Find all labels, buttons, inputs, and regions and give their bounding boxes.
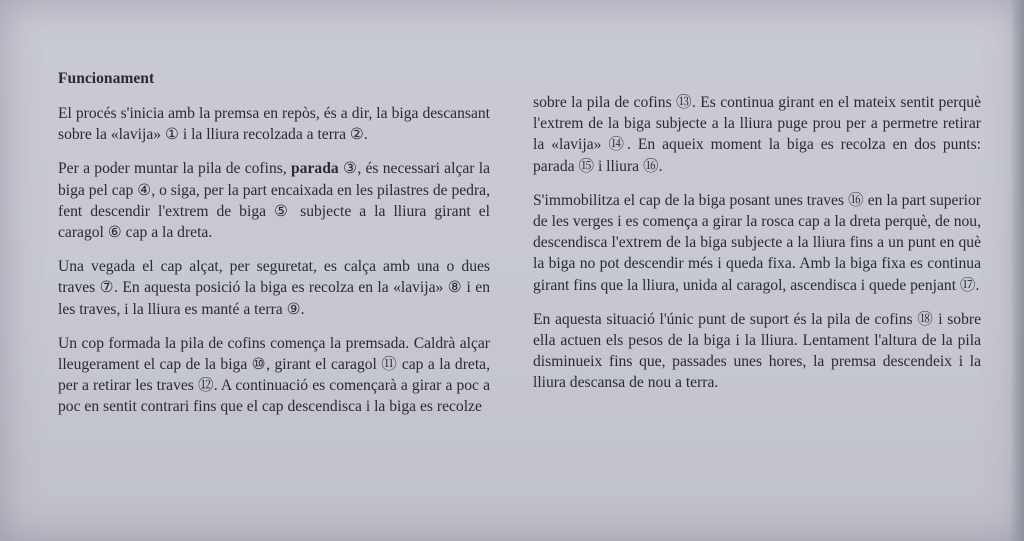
paragraph: El procés s'inicia amb la premsa en repòs, és a dir, la biga descansant sobre la «lavija» ① i la lliura recolzada a terra ②. [58,105,490,144]
paragraph: Un cop formada la pila de cofins comença la premsada. Caldrà alçar lleugerament el cap de la biga ⑩, girant el caragol ⑪ cap a la dreta, per a retirar les traves ⑫. A continuació es començarà a girar a poc a poc en sentit contrari fins que el cap descendisca i la biga es recolze [58,334,490,416]
section-heading: Funcionament [58,70,155,87]
paragraph-text: Per a poder muntar la pila de cofins, [58,160,291,178]
paragraph: sobre la pila de cofins ⑬. Es continua girant en el mateix sentit perquè l'extrem de la biga subjecte a la lliura puge prou per a permetre retirar la «lavija» ⑭. En aqueix moment la biga es recolza en dos punts: parada ⑮ i lliura ⑯. [533,94,981,175]
paragraph [58,158,490,243]
panel-edge-shadow [1010,0,1024,541]
left-column [58,68,490,431]
paragraph: S'immobilitza el cap de la biga posant unes traves ⑯ en la part superior de les verges i es comença a girar la rosca cap a la dreta perquè, de nou, descendisca l'extrem de la biga subjecte a la lliura fins a un punt en què la biga no pot descendir més i queda fixa. Amb la biga fixa es continua girant fins que la lliura, unida al caragol, ascendisca i quede penjant ⑰. [533,191,981,294]
paragraph: En aquesta situació l'únic punt de suport és la pila de cofins ⑱ i sobre ella actuen els pesos de la biga i la lliura. Lentament l'altura de la pila disminueix fins que, passades unes hores, la premsa descendeix i la lliura descansa de nou a terra. [533,310,981,392]
paragraph: Una vegada el cap alçat, per seguretat, es calça amb una o dues traves ⑦. En aquesta posició la biga es recolza en la «lavija» ⑧ i en les traves, i la lliura es manté a terra ⑨. [58,258,490,318]
emphasis-parada: parada [291,160,339,178]
paragraph-text: ③, és necessari alçar la biga pel cap ④, o siga, per la part encaixada en les pilastres de pedra, fent descendir l'extrem de biga ⑤ subjecte a la lliura girant el caragol ⑥ cap a la dreta. [58,160,491,242]
right-column [533,92,981,407]
